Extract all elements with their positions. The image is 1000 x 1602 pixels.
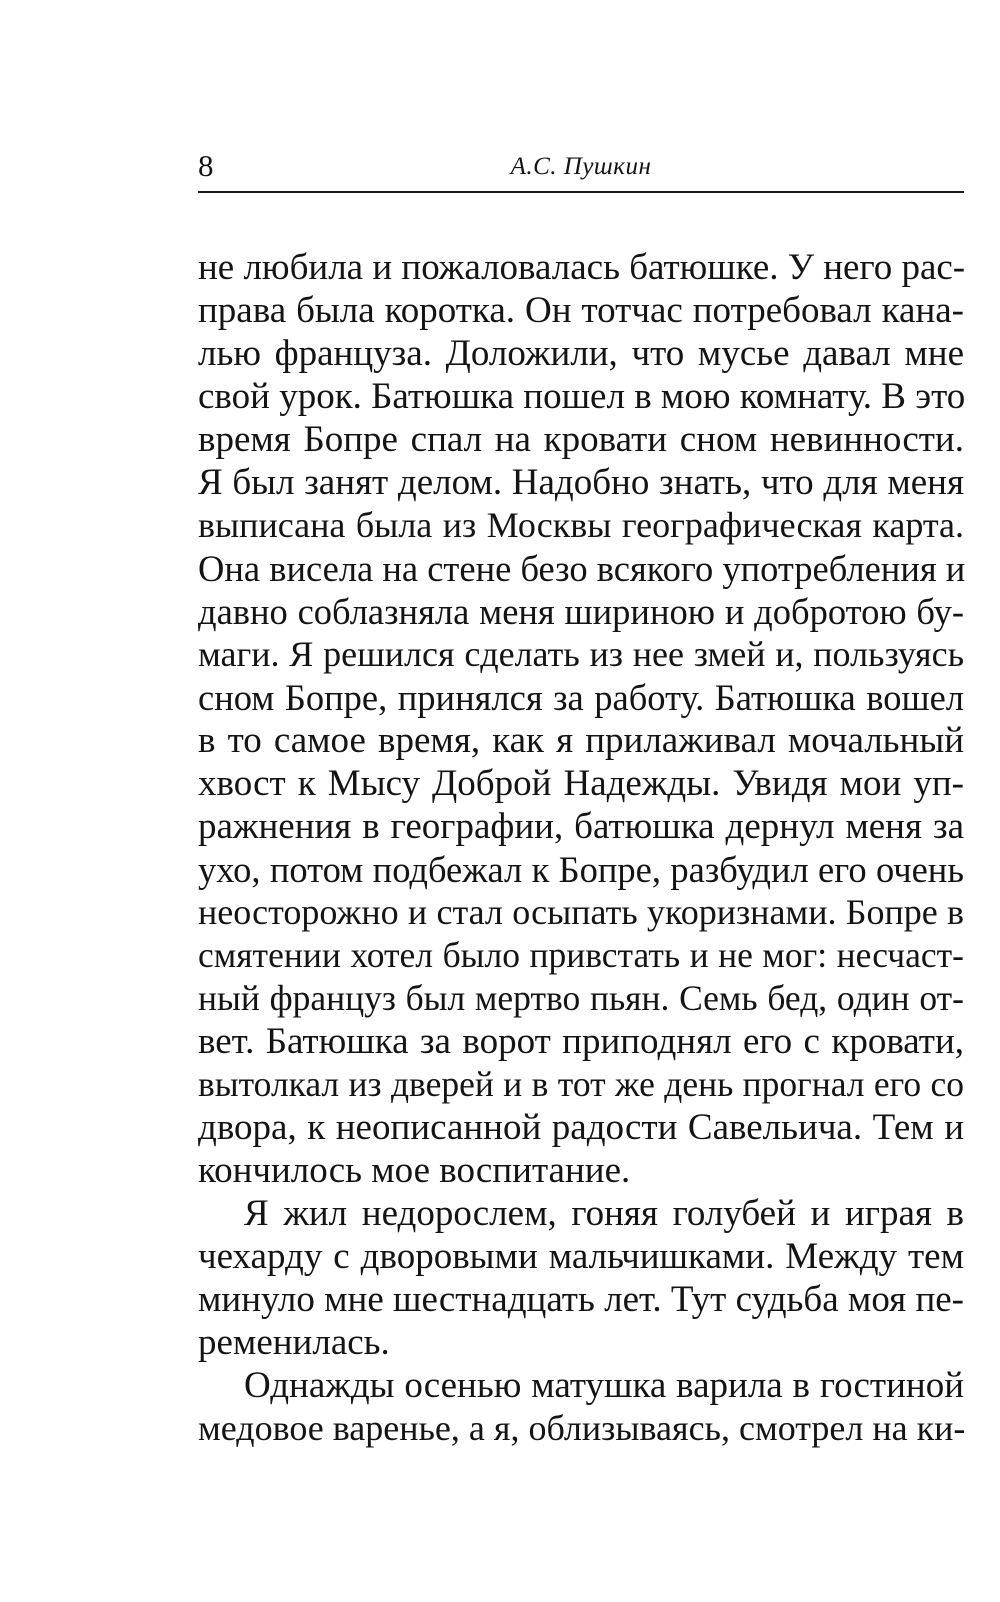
text-line: ухо, потом подбежал к Бопре, разбудил его очень (198, 849, 964, 890)
text-line: сном Бопре, принялся за работу. Батюшка вошел (198, 677, 964, 718)
text-line: минуло мне шестнадцать лет. Тут судьба моя пе- (198, 1279, 964, 1320)
text-line: Я жил недорослем, гоняя голубей и играя в (244, 1193, 964, 1234)
paragraph (198, 246, 964, 1192)
text-line: неосторожно и стал осыпать укоризнами. Бопре в (198, 892, 964, 932)
text-line: время Бопре спал на кровати сном невинности. (198, 419, 964, 460)
text-line: ражнения в географии, батюшка дернул меня за (198, 806, 964, 847)
running-head-author: А.С. Пушкин (510, 153, 652, 180)
text-line: смятении хотел было привстать и не мог: несчаст- (198, 935, 964, 975)
text-line: Однажды осенью матушка варила в гостиной (244, 1365, 964, 1406)
text-line: права была коротка. Он тотчас потребовал кана- (198, 290, 964, 331)
text-line: лью француза. Доложили, что мусье давал мне (198, 333, 964, 374)
text-line: выписана была из Москвы географическая карта. (198, 505, 964, 545)
text-line: ременилась. (198, 1322, 390, 1363)
text-line: чехарду с дворовыми мальчишками. Между тем (198, 1236, 964, 1277)
text-line: в то самое время, как я прилаживал мочальный (198, 720, 964, 761)
page-number: 8 (198, 148, 214, 183)
text-line: давно соблазняла меня шириною и добротою бу- (198, 591, 964, 632)
text-line: свой урок. Батюшка пошел в мою комнату. В это (198, 376, 966, 417)
text-line: вет. Батюшка за ворот приподнял его с кровати, (198, 1021, 964, 1062)
text-line: кончилось мое воспитание. (198, 1150, 631, 1191)
paragraph (198, 1364, 964, 1450)
text-line: Я был занят делом. Надобно знать, что для меня (198, 462, 964, 503)
page-header (198, 147, 964, 193)
body-text (198, 246, 964, 1450)
text-line: ный француз был мертво пьян. Семь бед, один от- (198, 978, 964, 1018)
text-line: не любила и пожаловалась батюшке. У него рас- (198, 247, 966, 288)
text-line: Она висела на стене безо всякого употребления и (198, 548, 966, 589)
text-line: маги. Я решился сделать из нее змей и, пользуясь (198, 634, 964, 674)
text-line: медовое варенье, а я, облизываясь, смотрел на ки- (198, 1408, 966, 1448)
text-line: двора, к неописанной радости Савельича. Тем и (198, 1107, 964, 1148)
paragraph (198, 1192, 964, 1364)
text-line: хвост к Мысу Доброй Надежды. Увидя мои уп- (198, 763, 964, 804)
text-line: вытолкал из дверей и в тот же день прогнал его со (198, 1064, 964, 1104)
